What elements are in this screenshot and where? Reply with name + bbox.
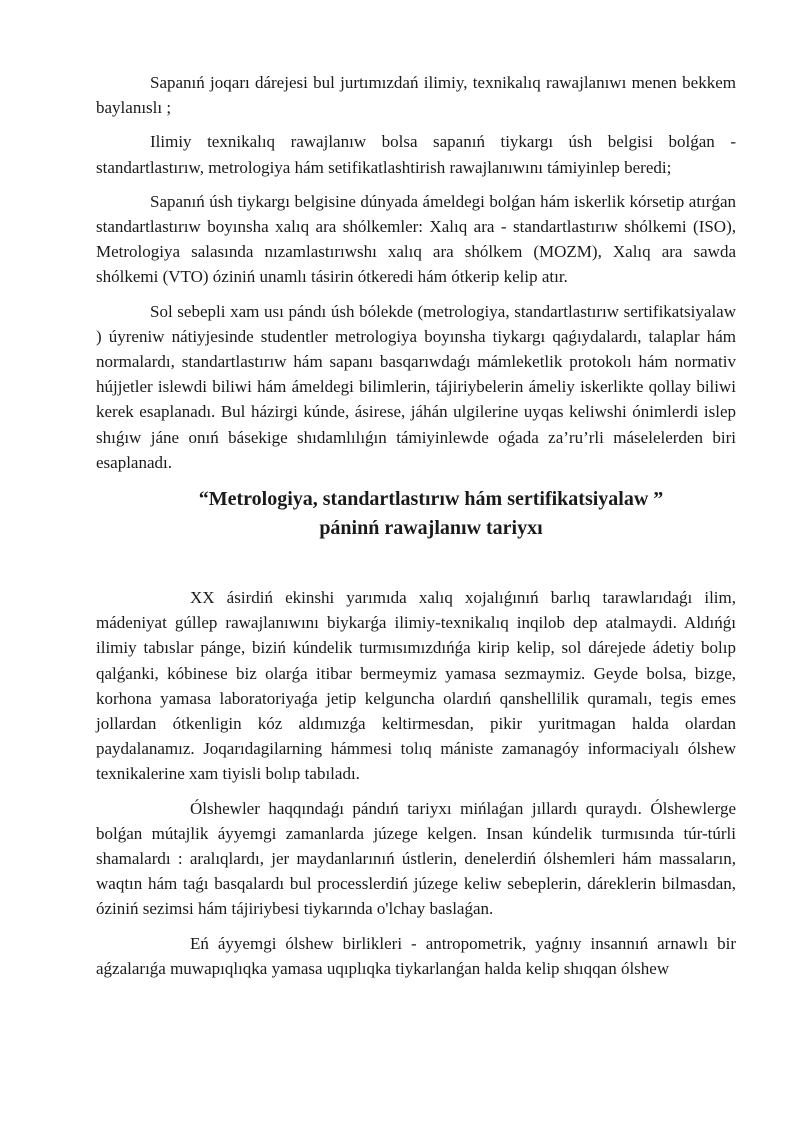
paragraph-20th-century: XX ásirdiń ekinshi yarımıda xalıq xojalıǵınıń barlıq tarawlarıdaǵı ilim, mádeniyat gúllep rawajlanıwını biykarǵa ilimiy-texnikalıq inqilob dep atalmaydi. Aldıńǵı ilimiy tabıslar pánge, biziń kúndelik turmısımızdıńǵa kirip kelip, sol dárejede ádetiy bolıp qalǵanki, kóbinese biz olarǵa itibar bermeymiz yamasa sezmaymiz. Geyde bolsa, bizge, korhona yamasa laboratoriyaǵa jetip kelguncha olardıń qanshellilik quramalı, tegis emes jollardan ótkenligin kóz aldımızǵa keltirmesdan, pikir yuritmagan halda olardan paydalanamız. Joqarıdagilarning hámmesi tolıq mániste zamanagóy informaciyalı ólshew texnikalerine xam tiyisli bolıp tabıladı. [96, 588, 736, 784]
paragraph-measurement-history: Ólshewler haqqındaǵı pándıń tariyxı mińlaǵan jıllardı quraydı. Ólshewlerge bolǵan mútajlik áyyemgi zamanlarda júzege kelgen. Insan kúndelik turmısında túr-túrli shamalardı : aralıqlardı, jer maydanlarınıń ústlerin, denelerdiń ólshemleri hám massaların, waqtın hám taǵı basqalardı bul processlerdiń júzege keliw sebeplerin, dáreklerin bilmasdan, óziniń sezimsi hám tájiriybesi tiykarında o'lchay baslaǵan. [96, 798, 736, 919]
paragraph-international-organizations: Sapanıń úsh tiykargı belgisine dúnyada ámeldegi bolǵan hám iskerlik kórsetip atırǵan standartlastırıw boyınsha xalıq ara shólkemler: Xalıq ara - standartlastırıw shólkemi (ISO), Metrologiya salasında nızamlastırıwshı xalıq ara shólkem (MOZM), Xalıq ara sawda shólkemi (VTO) óziniń unamlı tásirin ótkeredi hám ótkerip kelip atır. [96, 191, 736, 287]
document-page [96, 70, 736, 990]
paragraph-scientific-progress: Ilimiy texnikalıq rawajlanıw bolsa sapanıń tiykargı úsh belgisi bolǵan - standartlastırıw, metrologiya hám setifikatlashtirish rawajlanıwını támiyinlep beredi; [96, 132, 736, 177]
paragraph-course-goals: Sol sebepli xam usı pándı úsh bólekde (metrologiya, standartlastırıw sertifikatsiyalaw ) úyreniw nátiyjesinde studentler metrologiya boyınsha tiykargı qaǵıydalardı, talaplar hám normalardı, standartlastırıw hám sapanı basqarıwdaǵı mámleketlik protokolı hám normativ hújjetler islewdi biliwi hám ámeldegi bilimlerin, tájiriybelerin ámeliy iskerlikte qollay biliwi kerek esaplanadı. Bul házirgi kúnde, ásirese, jáhán ulgilerine uyqas keliwshi ónimlerdi islep shıǵıw jáne onıń básekige shıdamlılıǵın támiyinlewde oǵada za’ru’rli máselelerden biri esaplanadı. [96, 301, 736, 472]
paragraph-ancient-units: Eń áyyemgi ólshew birlikleri - antropometrik, yaǵnıy insannıń arnawlı bir aǵzalarıǵa muwapıqlıqka yamasa uqıplıqka tiykarlanǵan halda kelip shıqqan ólshew [96, 933, 736, 978]
section-heading-line1: “Metrologiya, standartlastırıw hám sertifikatsiyalaw ” [198, 488, 664, 511]
paragraph-quality-level: Sapanıń joqarı dárejesi bul jurtımızdań ilimiy, texnikalıq rawajlanıwı menen bekkem baylanıslı ; [96, 73, 736, 118]
section-heading [96, 485, 736, 543]
section-heading-line2: páninń rawajlanıw tariyxı [319, 517, 543, 540]
